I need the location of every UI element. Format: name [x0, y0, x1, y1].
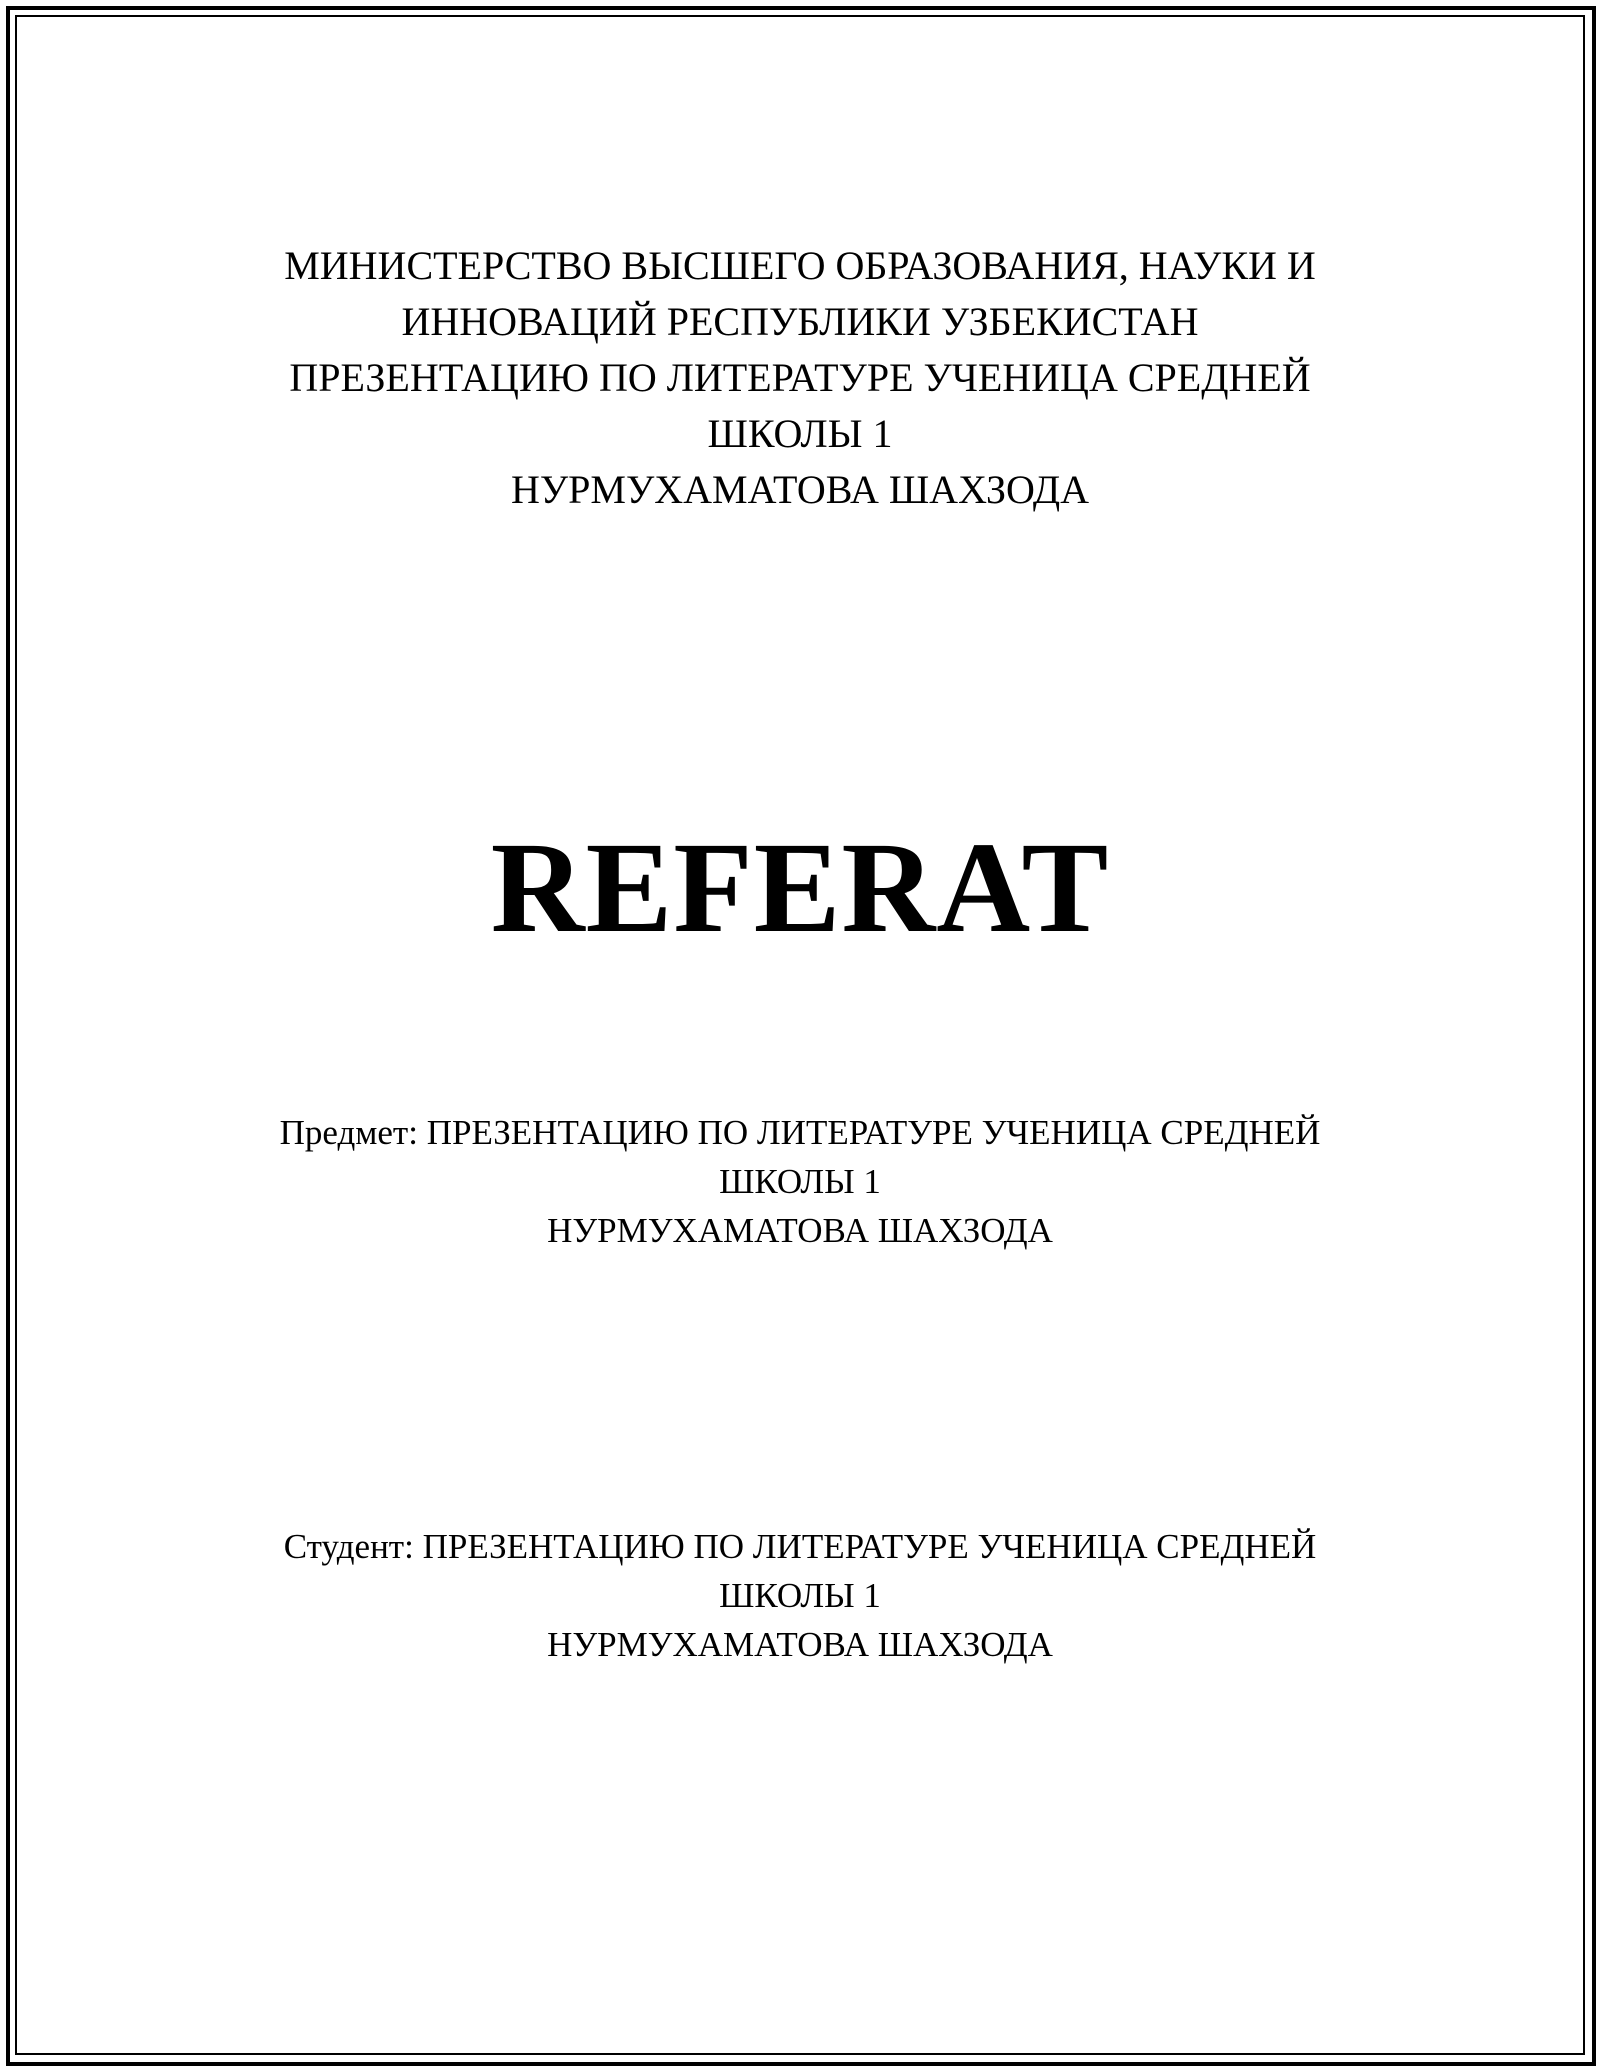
header-line: ПРЕЗЕНТАЦИЮ ПО ЛИТЕРАТУРЕ УЧЕНИЦА СРЕДНЕЙ — [289, 355, 1311, 400]
student-line: Студент: ПРЕЗЕНТАЦИЮ ПО ЛИТЕРАТУРЕ УЧЕНИЦА СРЕДНЕЙ — [283, 1527, 1317, 1566]
student-line: ШКОЛЫ 1 — [719, 1576, 881, 1615]
student-line: НУРМУХАМАТОВА ШАХЗОДА — [547, 1625, 1053, 1664]
subject-line: Предмет: ПРЕЗЕНТАЦИЮ ПО ЛИТЕРАТУРЕ УЧЕНИЦА СРЕДНЕЙ — [279, 1113, 1321, 1152]
header-line: МИНИСТЕРСТВО ВЫСШЕГО ОБРАЗОВАНИЯ, НАУКИ И — [284, 243, 1316, 288]
header-line: ИННОВАЦИЙ РЕСПУБЛИКИ УЗБЕКИСТАН — [401, 299, 1199, 344]
document-title: REFERAT — [490, 816, 1110, 960]
header-line: ШКОЛЫ 1 — [707, 411, 893, 456]
ministry-header — [0, 238, 1600, 518]
header-line: НУРМУХАМАТОВА ШАХЗОДА — [510, 467, 1090, 512]
subject-block — [0, 1108, 1600, 1255]
subject-line: ШКОЛЫ 1 — [719, 1162, 881, 1201]
subject-line: НУРМУХАМАТОВА ШАХЗОДА — [547, 1211, 1053, 1250]
student-block — [0, 1522, 1600, 1669]
